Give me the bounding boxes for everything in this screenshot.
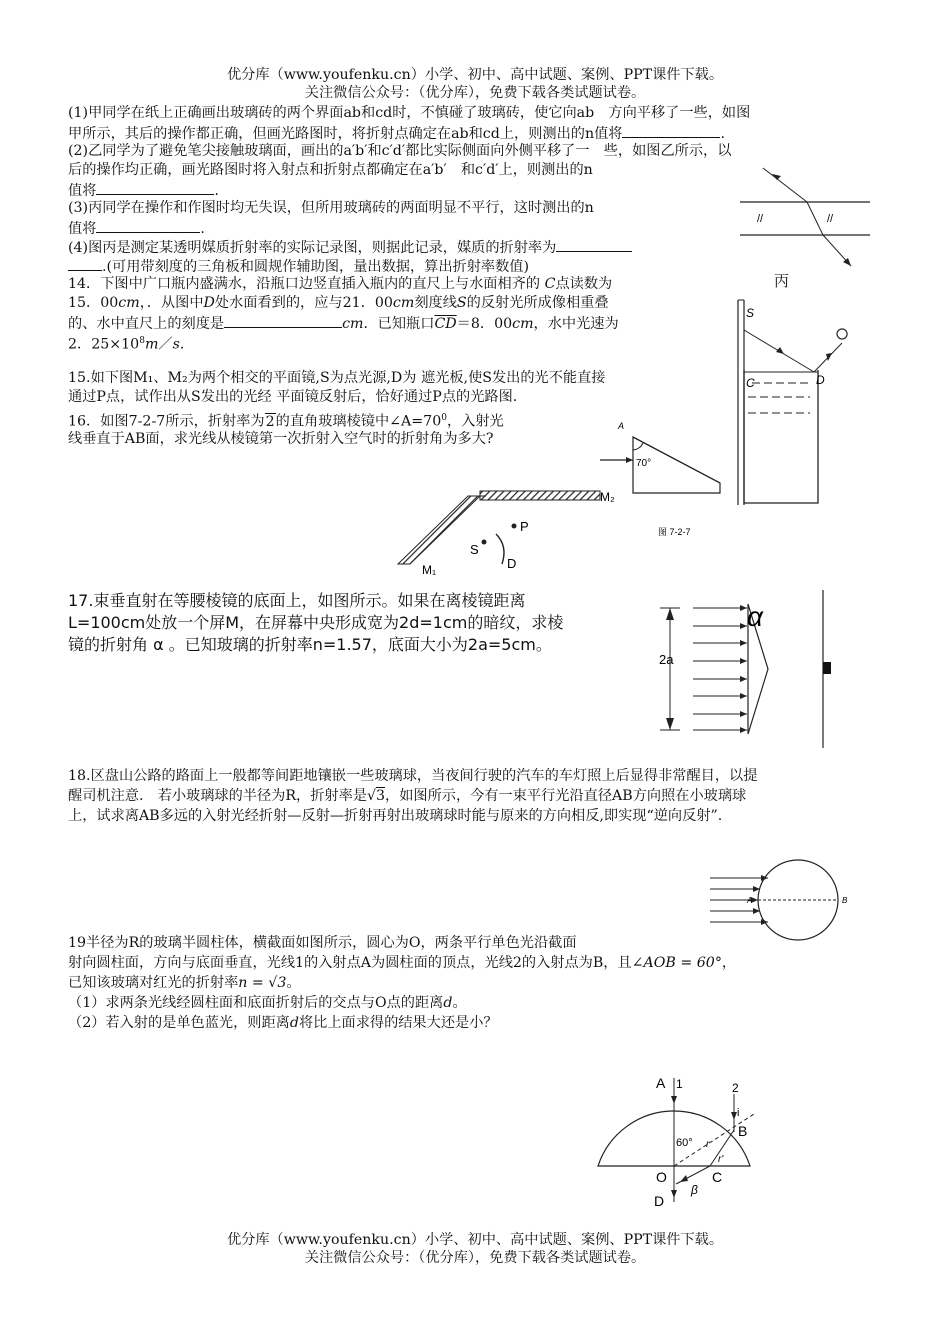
label-beta: β xyxy=(691,1183,698,1197)
label-A: A xyxy=(656,1075,666,1091)
q17-line1: 17.束垂直射在等腰棱镜的底面上，如图所示。如果在离棱镜距离 xyxy=(68,591,526,610)
figure-bing-label: 丙 xyxy=(774,272,790,290)
hatch-mark: // xyxy=(827,213,834,225)
q17-line2: L=100cm处放一个屏M，在屏幕中央形成宽为2d=1cm的暗纹，求棱 xyxy=(68,613,564,632)
label-D: D xyxy=(654,1193,665,1209)
footer-line-2: 关注微信公众号：（优分库），免费下载各类试题试卷。 xyxy=(304,1250,646,1266)
sqrt-2: 2 xyxy=(265,413,275,430)
q13-part3-line1: (3)丙同学在操作和作图时均无失误，但所用玻璃砖的两面明显不平行，这时测出的n xyxy=(68,200,594,216)
q13-part3-line2: 值将 . xyxy=(68,218,205,239)
q14-line4: 2．$25\times 10^8m/s$． xyxy=(68,336,195,353)
q18-line3: 上，试求离AB多远的入射光经折射—反射—折射再射出玻璃球时能与原来的方向相反,即实现“逆向反射”. xyxy=(68,808,723,824)
eye-icon xyxy=(837,329,847,339)
incident-rays xyxy=(693,605,747,733)
q15-line1: 15.如下图M₁、M₂为两个相交的平面镜,S为点光源,D为 遮光板,使S发出的光不能直接 xyxy=(68,370,606,386)
answer-blank[interactable] xyxy=(68,256,102,271)
header-line-1: 优分库（www.youfenku.cn）小学、初中、高中试题、案例、PPT课件下载。 xyxy=(226,67,724,83)
q18-line1: 18.区盘山公路的路面上一般都等间距地镶嵌一些玻璃球，当夜间行驶的汽车的车灯照上后显得非常醒目，以提 xyxy=(68,768,758,784)
mirror-M2 xyxy=(480,491,600,500)
answer-blank[interactable] xyxy=(224,313,342,328)
ray-arrow xyxy=(826,353,832,361)
sqrt-3: 3 xyxy=(376,788,386,804)
label-D: D xyxy=(507,556,517,571)
figure-caption: 图 7-2-7 xyxy=(658,527,691,537)
q19-line1: 19半径为R的玻璃半圆柱体，横截面如图所示，圆心为O，两条平行单色光沿截面 xyxy=(68,935,577,951)
q13-part2-line2: 后的操作均正确，画光路图时将入射点和折射点都确定在a′b′ 和c′d′上，则测出的n xyxy=(68,162,593,178)
label-60-degrees: 60° xyxy=(676,1137,693,1149)
figure-jar xyxy=(730,295,855,510)
label-C: C xyxy=(746,376,755,390)
label-70-degrees: 70° xyxy=(636,458,652,469)
label-S: S xyxy=(746,306,755,320)
figure-bing xyxy=(735,160,875,290)
answer-blank[interactable] xyxy=(622,123,720,138)
q19-line3: 已知该玻璃对红光的折射率n = √3。 xyxy=(68,975,301,991)
figure-semicylinder xyxy=(594,1072,774,1212)
label-B: B xyxy=(738,1123,748,1139)
label-A: A xyxy=(747,896,753,905)
label-1: 1 xyxy=(676,1077,683,1091)
q13-part4-line1: (4)图丙是测定某透明媒质折射率的实际记录图，则据此记录，媒质的折射率为 xyxy=(68,237,632,258)
label-2a: 2a xyxy=(659,652,674,667)
label-r: r xyxy=(706,1139,710,1150)
mirror-M1 xyxy=(398,496,480,564)
ray-arrow xyxy=(626,457,633,463)
figure-mirrors xyxy=(392,482,632,577)
ray-arrow xyxy=(772,174,781,180)
q13-part1-line2: 甲所示，其后的操作都正确，但画光路图时，将折射点确定在ab和cd上，则测出的n值将 . xyxy=(68,123,725,144)
label-D: D xyxy=(816,373,825,387)
point-S xyxy=(482,540,487,545)
label-B: B xyxy=(842,896,848,905)
label-C: C xyxy=(712,1169,723,1185)
label-alpha: α xyxy=(747,601,763,632)
label-P: P xyxy=(520,519,529,534)
answer-blank[interactable] xyxy=(96,180,214,195)
q19-line2: 射向圆柱面，方向与底面垂直，光线1的入射点A为圆柱面的顶点，光线2的入射点为B，且∠AOB = 60°， xyxy=(68,955,737,971)
answer-blank[interactable] xyxy=(96,218,200,233)
label-M2: M₂ xyxy=(600,490,615,504)
q16-line1: 16．如图7-2-7所示，折射率为2的直角玻璃棱镜中$\angle A=70^0$，入射光 xyxy=(68,413,504,430)
q14-line1: 14．下图中广口瓶内盛满水，沿瓶口边竖直插入瓶内的直尺上与水面相齐的 C点读数为 xyxy=(68,276,613,292)
header-line-2: 关注微信公众号：（优分库），免费下载各类试题试卷。 xyxy=(304,85,646,101)
figure-glass-ball xyxy=(700,853,865,948)
label-S: S xyxy=(470,542,479,557)
point-P xyxy=(512,524,517,529)
label-i: i xyxy=(737,1107,740,1119)
dark-fringe xyxy=(823,662,831,674)
q14-line3: 的、水中直尺上的刻度是 cm．已知瓶口$\overline{CD}=8$．00cm，水中光速为 xyxy=(68,313,619,334)
hatch-mark: // xyxy=(757,213,764,225)
q16-line2: 线垂直于AB面，求光线从棱镜第一次折射入空气时的折射角为多大? xyxy=(68,431,494,447)
figure-prism-screen xyxy=(655,590,845,750)
q18-line2: 醒司机注意. 若小玻璃球的半径为R，折射率是√3，如图所示，今有一束平行光沿直径AB方向照在小玻璃球 xyxy=(68,788,747,804)
q17-line3: 镜的折射角 α 。已知玻璃的折射率n=1.57，底面大小为2a=5cm。 xyxy=(68,635,552,654)
footer-line-1: 优分库（www.youfenku.cn）小学、初中、高中试题、案例、PPT课件下载。 xyxy=(226,1232,724,1248)
label-2: 2 xyxy=(732,1081,739,1095)
q13-part2-line1: (2)乙同学为了避免笔尖接触玻璃面，画出的a′b′和c′d′都比实际侧面向外侧平移了一 些，如图乙所示，以 xyxy=(68,143,732,159)
label-A: A xyxy=(618,421,625,431)
q19-question1: （1）求两条光线经圆柱面和底面折射后的交点与O点的距离d。 xyxy=(68,995,467,1011)
label-O: O xyxy=(656,1169,667,1185)
q15-line2: 通过P点，试作出从S发出的光经 平面镜反射后，恰好通过P点的光路图. xyxy=(68,389,518,405)
ray-arrow xyxy=(776,347,784,354)
q19-question2: （2）若入射的是单色蓝光，则距离d将比上面求得的结果大还是小？ xyxy=(68,1015,498,1031)
q13-part4-line2: .(可用带刻度的三角板和圆规作辅助图，量出数据，算出折射率数值) xyxy=(68,256,529,277)
q13-part1-line1: (1)甲同学在纸上正确画出玻璃砖的两个界面ab和cd时，不慎碰了玻璃砖，使它向ab 方向平移了一些，如图 xyxy=(68,105,751,121)
jar-outline xyxy=(744,370,818,503)
shield-D xyxy=(496,534,504,564)
label-r-prime: r' xyxy=(718,1154,724,1165)
angle-AOB: ∠AOB = 60° xyxy=(631,955,722,971)
q13-part2-line3: 值将 . xyxy=(68,180,219,201)
refracted-ray xyxy=(807,202,823,235)
label-M1: M₁ xyxy=(422,563,437,577)
answer-blank[interactable] xyxy=(556,237,632,252)
incident-ray xyxy=(763,168,807,202)
q14-line2: 15．00cm，．从图中D处水面看到的，应与21．00cm刻度线S的反射光所成像相重叠 xyxy=(68,295,609,311)
